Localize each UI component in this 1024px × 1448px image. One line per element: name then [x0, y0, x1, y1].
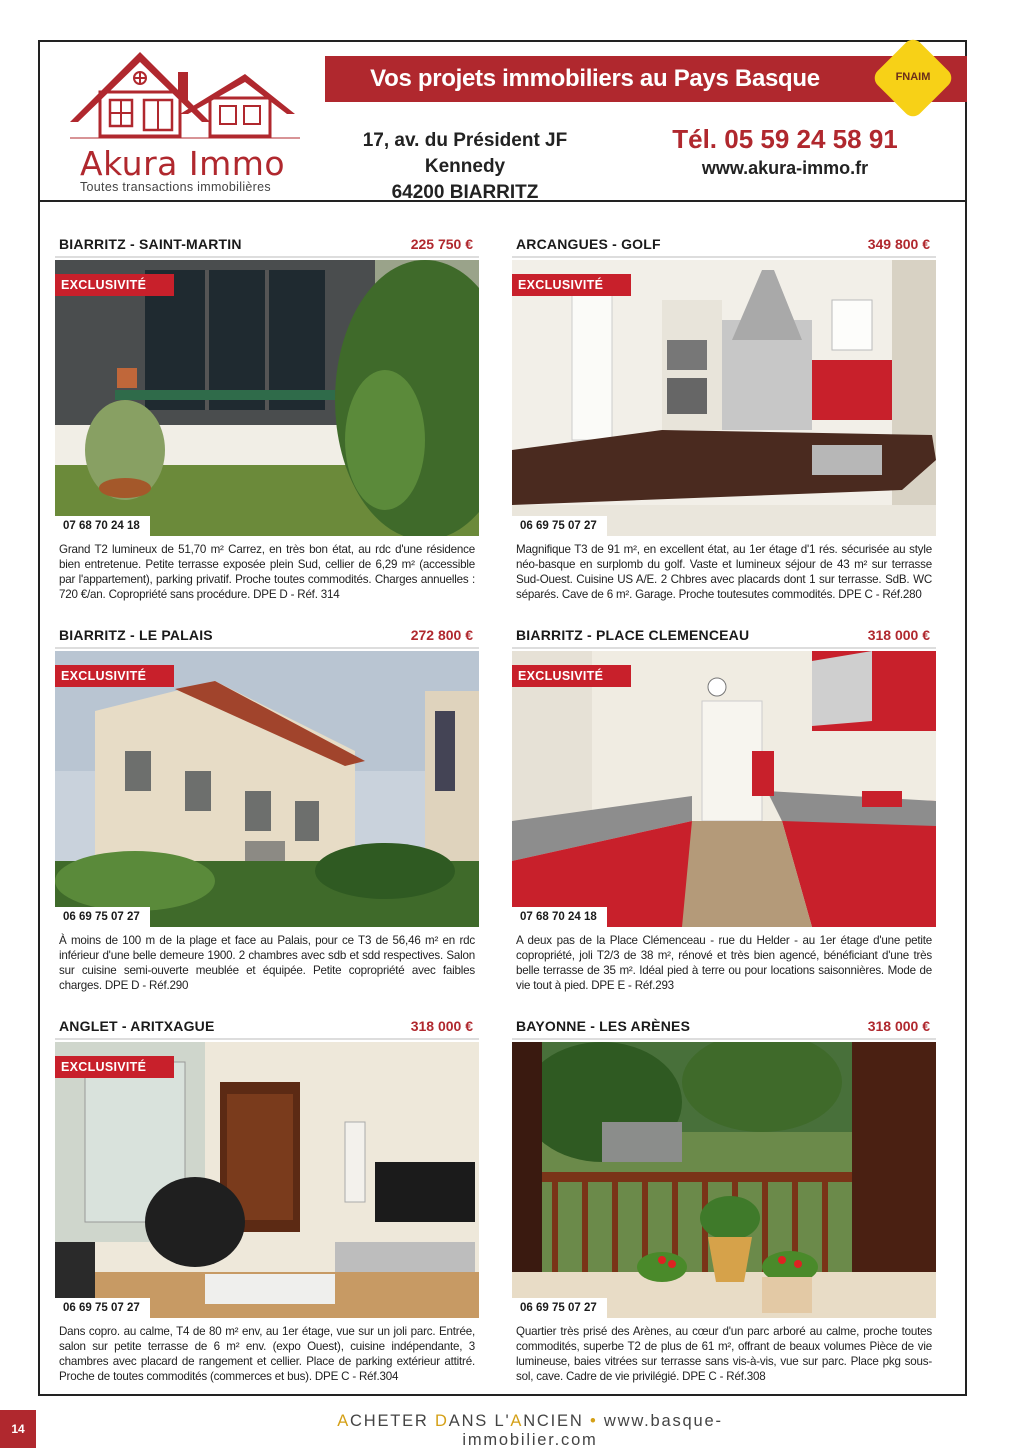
listing-card[interactable]	[512, 621, 936, 999]
listing-description: Magnifique T3 de 91 m², en excellent état, au 1er étage d'1 rés. sécurisée au style néo-basque en surplomb du golf. Vaste et lumineux séjour de 43 m² sur terrasse Sud-Ouest. Cuisine US A/E. 2 Chbres avec placards dont 1 sur terrasse. SdB. WC séparés. Cave de 6 m². Garage. Proche toutesutes commodités. DPE C - Réf.280	[516, 543, 932, 601]
listing-price: 318 000 €	[867, 627, 930, 643]
footer-website[interactable]: www.basque-immobilier.com	[462, 1412, 723, 1448]
footer-word-cheter: CHETER	[350, 1412, 436, 1430]
listing-header	[55, 230, 479, 258]
house-logo-icon	[70, 52, 300, 144]
footer-publication	[270, 1412, 790, 1448]
listing-header	[512, 230, 936, 258]
listing-header	[512, 621, 936, 649]
footer-separator: •	[583, 1412, 604, 1430]
listing-title: BIARRITZ - LE PALAIS	[59, 627, 213, 643]
footer-letter-a2: A	[510, 1412, 524, 1430]
listing-photo[interactable]	[512, 651, 936, 927]
listing-phone[interactable]: 06 69 75 07 27	[55, 1298, 150, 1318]
listing-price: 225 750 €	[410, 236, 473, 252]
exclusive-badge: EXCLUSIVITÉ	[55, 1056, 174, 1078]
listing-price: 318 000 €	[410, 1018, 473, 1034]
footer-word-ans: ANS L'	[448, 1412, 511, 1430]
listing-price: 318 000 €	[867, 1018, 930, 1034]
listing-description: À moins de 100 m de la plage et face au Palais, pour ce T3 de 56,46 m² en rdc inférieur d'une belle demeure 1900. 2 chambres avec sdb et sdd respectives. Salon sur cuisine semi-ouverte meublée et équipée. Petite copropriété avec faibles charges. DPE D - Réf.290	[59, 934, 475, 992]
listing-description: Grand T2 lumineux de 51,70 m² Carrez, en très bon état, au rdc d'une résidence bien entretenue. Petite terrasse exposée plein Sud, cellier de 6,29 m² (accessible par l'appartement), parking privatif. Proche toutes commodités. Charges annuelles : 720 €/an. Copropriété sans procédure. DPE D - Réf. 314	[59, 543, 475, 601]
listing-phone[interactable]: 06 69 75 07 27	[512, 516, 607, 536]
balcony-park-photo	[512, 1042, 936, 1318]
listing-photo[interactable]	[512, 1042, 936, 1318]
listing-phone[interactable]: 07 68 70 24 18	[512, 907, 607, 927]
exclusive-badge: EXCLUSIVITÉ	[512, 665, 631, 687]
listing-card[interactable]	[55, 1012, 479, 1390]
villa-facade-photo	[55, 651, 479, 927]
agency-address	[325, 128, 605, 206]
footer-letter-d: D	[435, 1412, 449, 1430]
listing-title: ANGLET - ARITXAGUE	[59, 1018, 215, 1034]
listing-phone[interactable]: 06 69 75 07 27	[512, 1298, 607, 1318]
listing-title: BAYONNE - LES ARÈNES	[516, 1018, 691, 1034]
listing-description: A deux pas de la Place Clémenceau - rue du Helder - au 1er étage d'une petite copropriété, joli T2/3 de 38 m², rénové et très bien agencé, bénéficiant d'une très belle terrasse de 35 m². Idéal pied à terre ou pour locations saisonnières. Mode de vie tout à pied. DPE E - Réf.293	[516, 934, 932, 992]
listing-photo[interactable]	[55, 260, 479, 536]
footer-word-ncien: NCIEN	[523, 1412, 584, 1430]
listing-card[interactable]	[512, 230, 936, 608]
listing-price: 272 800 €	[410, 627, 473, 643]
exclusive-badge: EXCLUSIVITÉ	[512, 274, 631, 296]
exclusive-badge: EXCLUSIVITÉ	[55, 665, 174, 687]
listing-phone[interactable]: 06 69 75 07 27	[55, 907, 150, 927]
listing-description: Quartier très prisé des Arènes, au cœur d'un parc arboré au calme, proche toutes commodités, superbe T2 de plus de 61 m², offrant de beaux volumes Pièce de vie lumineuse, baies vitrées sur terrasse sans vis-à-vis, vue sur parc. Place pkg sous-sol, cave. Cadre de vie privilégié. DPE C - Réf.308	[516, 1325, 932, 1383]
address-street: 17, av. du Président JF Kennedy	[362, 130, 568, 177]
listing-photo[interactable]	[55, 651, 479, 927]
listing-photo[interactable]	[55, 1042, 479, 1318]
terrace-garden-photo	[55, 260, 479, 536]
listing-header	[512, 1012, 936, 1040]
listing-title: BIARRITZ - SAINT-MARTIN	[59, 236, 242, 252]
listing-phone[interactable]: 07 68 70 24 18	[55, 516, 150, 536]
listing-header	[55, 621, 479, 649]
listing-description: Dans copro. au calme, T4 de 80 m² env, au 1er étage, vue sur un joli parc. Entrée, salon sur petite terrasse de 6 m² env. (expo Ouest), cuisine indépendante, 3 chambres avec placard de rangement et cellier. Place de parking extérieur attitré. Proche de toutes commodités (commerces et bus). DPE C - Réf.304	[59, 1325, 475, 1383]
agency-phone: Tél. 05 59 24 58 91	[672, 124, 898, 154]
agency-header	[40, 42, 965, 202]
page-number: 14	[0, 1410, 36, 1448]
listing-card[interactable]	[55, 621, 479, 999]
agency-logo	[70, 52, 300, 192]
banner-title: Vos projets immobiliers au Pays Basque	[370, 65, 820, 92]
listing-header	[55, 1012, 479, 1040]
fnaim-badge-label: FNAIM	[895, 71, 931, 83]
exclusive-badge: EXCLUSIVITÉ	[55, 274, 174, 296]
brand-name: Akura Immo	[80, 144, 286, 183]
listing-price: 349 800 €	[867, 236, 930, 252]
brand-tagline: Toutes transactions immobilières	[80, 180, 271, 194]
address-city: 64200 BIARRITZ	[391, 182, 539, 203]
listing-photo[interactable]	[512, 260, 936, 536]
listing-title: ARCANGUES - GOLF	[516, 236, 661, 252]
galley-kitchen-photo	[512, 651, 936, 927]
agency-website: www.akura-immo.fr	[701, 158, 869, 178]
kitchen-red-photo	[512, 260, 936, 536]
listing-title: BIARRITZ - PLACE CLEMENCEAU	[516, 627, 750, 643]
listing-card[interactable]	[55, 230, 479, 608]
listing-card[interactable]	[512, 1012, 936, 1390]
living-room-photo	[55, 1042, 479, 1318]
headline-banner	[325, 56, 967, 102]
footer-letter-a: A	[337, 1412, 351, 1430]
